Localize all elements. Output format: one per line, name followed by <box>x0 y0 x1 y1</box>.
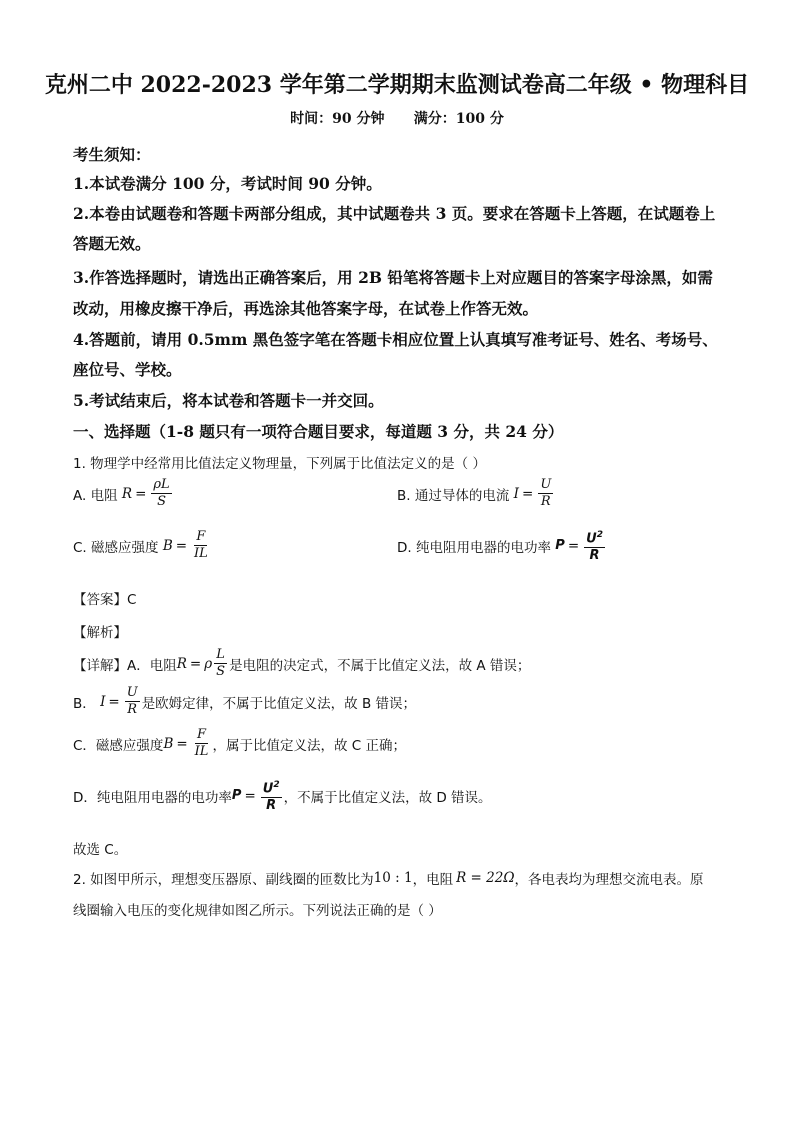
notice-item-4-cont: 座位号、学校。 <box>73 360 182 379</box>
detail-b-fraction: $\frac{U}{R}$ <box>126 685 138 717</box>
option-d-lhs: P <box>555 538 565 554</box>
analysis-tag: 【解析】 <box>73 625 127 641</box>
turns-ratio: 10 : 1 <box>373 870 413 886</box>
detail-a-prefix: A．电阻 <box>127 657 177 674</box>
detail-c-fraction: $\frac{F}{IL}$ <box>194 727 209 759</box>
option-b-fraction: $\frac{U}{R}$ <box>540 477 552 509</box>
notice-heading: 考生须知： <box>73 145 151 164</box>
option-a-fraction: $\frac{\rho L}{S}$ <box>153 477 170 509</box>
detail-c-text: ，属于比值定义法，故 C 正确； <box>212 737 406 754</box>
conclusion: 故选 C。 <box>73 842 128 858</box>
resistor-value: R = 22Ω <box>456 870 515 886</box>
option-c-fraction: $\frac{F}{IL}$ <box>194 529 208 561</box>
detail-a-rho: ρ <box>204 655 213 672</box>
notice-item-1: 1.本试卷满分 100 分，考试时间 90 分钟。 <box>73 174 382 193</box>
answer-tag: 【答案】 <box>73 592 127 608</box>
question-1-stem: 1. 物理学中经常用比值法定义物理量，下列属于比值法定义的是（ ） <box>73 456 486 472</box>
detail-d-prefix: D．纯电阻用电器的电功率 <box>73 789 232 806</box>
detail-a: 【详解】 A．电阻 R = ρ $\frac{L}{S}$ 是电阻的决定式，不属于比值定义法，故 A 错误； <box>73 647 531 679</box>
detail-d-text: ，不属于比值定义法，故 D 错误。 <box>283 789 492 806</box>
option-b-lhs: I <box>513 485 519 502</box>
detail-d-lhs: P <box>231 788 242 804</box>
detail-d: D．纯电阻用电器的电功率 P = $\frac{U^2}{R}$ ，不属于比值定义法，故 D 错误。 <box>73 780 492 814</box>
option-b: B. 通过导体的电流 I = $\frac{U}{R}$ <box>397 477 552 509</box>
question-2-stem-line2: 线圈输入电压的变化规律如图乙所示。下列说法正确的是（ ） <box>73 903 442 919</box>
detail-a-fraction: $\frac{L}{S}$ <box>216 647 226 679</box>
detail-d-fraction: $\frac{U^2}{R}$ <box>262 780 280 814</box>
detail-a-lhs: R <box>176 655 187 672</box>
exam-info <box>0 108 794 128</box>
section-heading: 一、选择题（1-8 题只有一项符合题目要求，每道题 3 分，共 24 分） <box>73 422 564 441</box>
score-label: 满分：100 分 <box>413 111 504 127</box>
question-2-stem-line1: 2. 如图甲所示，理想变压器原、副线圈的匝数比为 10 : 1 ，电阻 R = 22Ω ，各电表均为理想交流电表。原 <box>73 870 704 888</box>
option-d-fraction: $\frac{U^2}{R}$ <box>586 530 603 564</box>
option-c: C. 磁感应强度 B = $\frac{F}{IL}$ <box>73 529 208 561</box>
answer-value: C <box>127 592 137 608</box>
answer-line <box>73 588 136 608</box>
detail-b: B． I = $\frac{U}{R}$ 是欧姆定律，不属于比值定义法，故 B 错误； <box>73 685 417 717</box>
detail-b-text: 是欧姆定律，不属于比值定义法，故 B 错误； <box>141 695 417 712</box>
option-c-label: C. 磁感应强度 <box>73 539 159 556</box>
notice-item-2: 2.本卷由试题卷和答题卡两部分组成，其中试题卷共 3 页。要求在答题卡上答题，在试题卷上 <box>73 204 716 223</box>
notice-item-5: 5.考试结束后，将本试卷和答题卡一并交回。 <box>73 391 384 410</box>
detail-c: C．磁感应强度 B = $\frac{F}{IL}$ ，属于比值定义法，故 C 正确； <box>73 727 406 759</box>
notice-item-2-cont: 答题无效。 <box>73 234 151 253</box>
detail-tag: 【详解】 <box>73 657 127 674</box>
option-a: A. 电阻 R = $\frac{\rho L}{S}$ <box>73 477 170 509</box>
detail-c-lhs: B <box>163 735 174 752</box>
option-b-label: B. 通过导体的电流 <box>397 487 510 504</box>
option-d: D. 纯电阻用电器的电功率 P = $\frac{U^2}{R}$ <box>397 530 603 564</box>
option-c-lhs: B <box>162 537 173 554</box>
notice-item-3-cont: 改动，用橡皮擦干净后，再选涂其他答案字母，在试卷上作答无效。 <box>73 299 539 318</box>
notice-item-3: 3.作答选择题时，请选出正确答案后，用 2B 铅笔将答题卡上对应题目的答案字母涂黑，如需 <box>73 268 713 287</box>
option-d-label: D. 纯电阻用电器的电功率 <box>397 539 551 556</box>
detail-b-lhs: I <box>100 693 106 710</box>
notice-item-4: 4.答题前，请用 0.5mm 黑色签字笔在答题卡相应位置上认真填写准考证号、姓名、考场号、 <box>73 330 718 349</box>
time-label: 时间：90 分钟 <box>290 111 385 127</box>
detail-a-text: 是电阻的决定式，不属于比值定义法，故 A 错误； <box>229 657 531 674</box>
detail-b-prefix: B． <box>73 695 96 712</box>
detail-c-prefix: C．磁感应强度 <box>73 737 164 754</box>
option-a-label: A. 电阻 <box>73 487 118 504</box>
option-a-lhs: R <box>121 485 133 502</box>
page-title: 克州二中 2022-2023 学年第二学期期末监测试卷高二年级 • 物理科目 <box>44 72 750 98</box>
